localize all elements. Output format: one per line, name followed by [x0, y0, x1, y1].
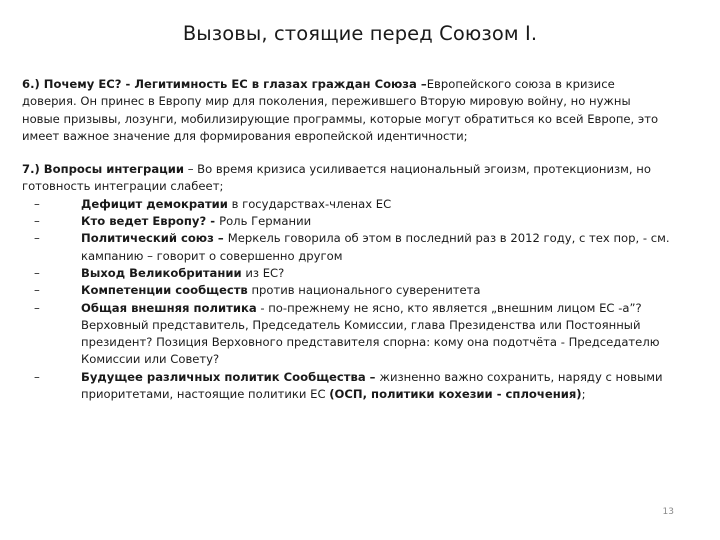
list-item-text: Меркель говорила об этом в последний раз в 2012 году, с тех пор, - см. кампанию – говорит о совершенно другом	[81, 231, 670, 263]
list-item	[22, 230, 672, 265]
slide-body	[22, 76, 672, 403]
list-item-bold: Политический союз –	[81, 231, 228, 246]
list-item	[22, 300, 672, 369]
bullet-dash: –	[34, 214, 40, 229]
list-item-bold: Кто ведет Европу? -	[81, 214, 220, 229]
list-item-text: - по-прежнему не ясно, кто является „внешним лицом ЕС -а”? Верховный представитель, Председатель Комиссии, глава Президенства или Постоянный президент? Позиция Верховного представителя спорна: кому она подотчёта - Председателю Комиссии или Совету?	[81, 300, 660, 367]
bullet-dash: –	[34, 369, 40, 384]
page-number: 13	[662, 507, 674, 517]
bullet-dash: –	[34, 300, 40, 315]
paragraph-legitimacy-lead: 6.) Почему ЕС? - Легитимность ЕС в глазах граждан Союза –	[22, 77, 427, 91]
list-item-bold: Дефицит демократии	[81, 196, 228, 211]
list-item-bold: Выход Великобритании	[81, 265, 242, 280]
list-item-text: против национального суверенитета	[247, 283, 481, 298]
bullet-dash: –	[34, 231, 40, 246]
bullet-dash: –	[34, 283, 40, 298]
list-item-text: в государствах-членах ЕС	[227, 196, 392, 211]
list-item	[22, 282, 672, 299]
list-item-bold: Будущее различных политик Сообщества –	[81, 369, 380, 384]
integration-issues-list	[22, 196, 672, 404]
list-item-text: из ЕС?	[241, 265, 285, 280]
bullet-dash: –	[34, 196, 40, 211]
paragraph-legitimacy-text: Европейского союза в кризисе доверия. Он принес в Европу мир для поколения, пережившего Вторую мировую войну, но нужны новые призывы, лозунги, мобилизирующие программы, которые могут обратиться ко всей Европе, это имеет важное значение для формирования европейской идентичности;	[22, 77, 659, 143]
list-item	[22, 369, 672, 404]
slide-title: Вызовы, стоящие перед Союзом I.	[182, 22, 538, 45]
list-item-text: Роль Германии	[219, 214, 312, 229]
paragraph-integration-lead: 7.) Вопросы интеграции	[22, 162, 185, 177]
list-item	[22, 196, 672, 213]
list-item	[22, 265, 672, 282]
paragraph-legitimacy	[22, 76, 672, 145]
list-item	[22, 213, 672, 230]
paragraph-integration	[22, 161, 672, 196]
list-item-bold-extra: (ОСП, политики кохезии - сплочения)	[329, 387, 582, 402]
paragraph-integration-text: – Во время кризиса усиливается национальный эгоизм, протекционизм, но готовность интеграции слабеет;	[22, 162, 651, 194]
list-item-text: жизненно важно сохранить, наряду с новыми приоритетами, настоящие политики ЕС	[81, 369, 663, 402]
list-item-bold: Компетенции сообществ	[81, 283, 248, 298]
list-item-bold: Общая внешняя политика	[81, 300, 257, 315]
bullet-dash: –	[34, 265, 40, 280]
list-item-tail: ;	[581, 387, 586, 402]
